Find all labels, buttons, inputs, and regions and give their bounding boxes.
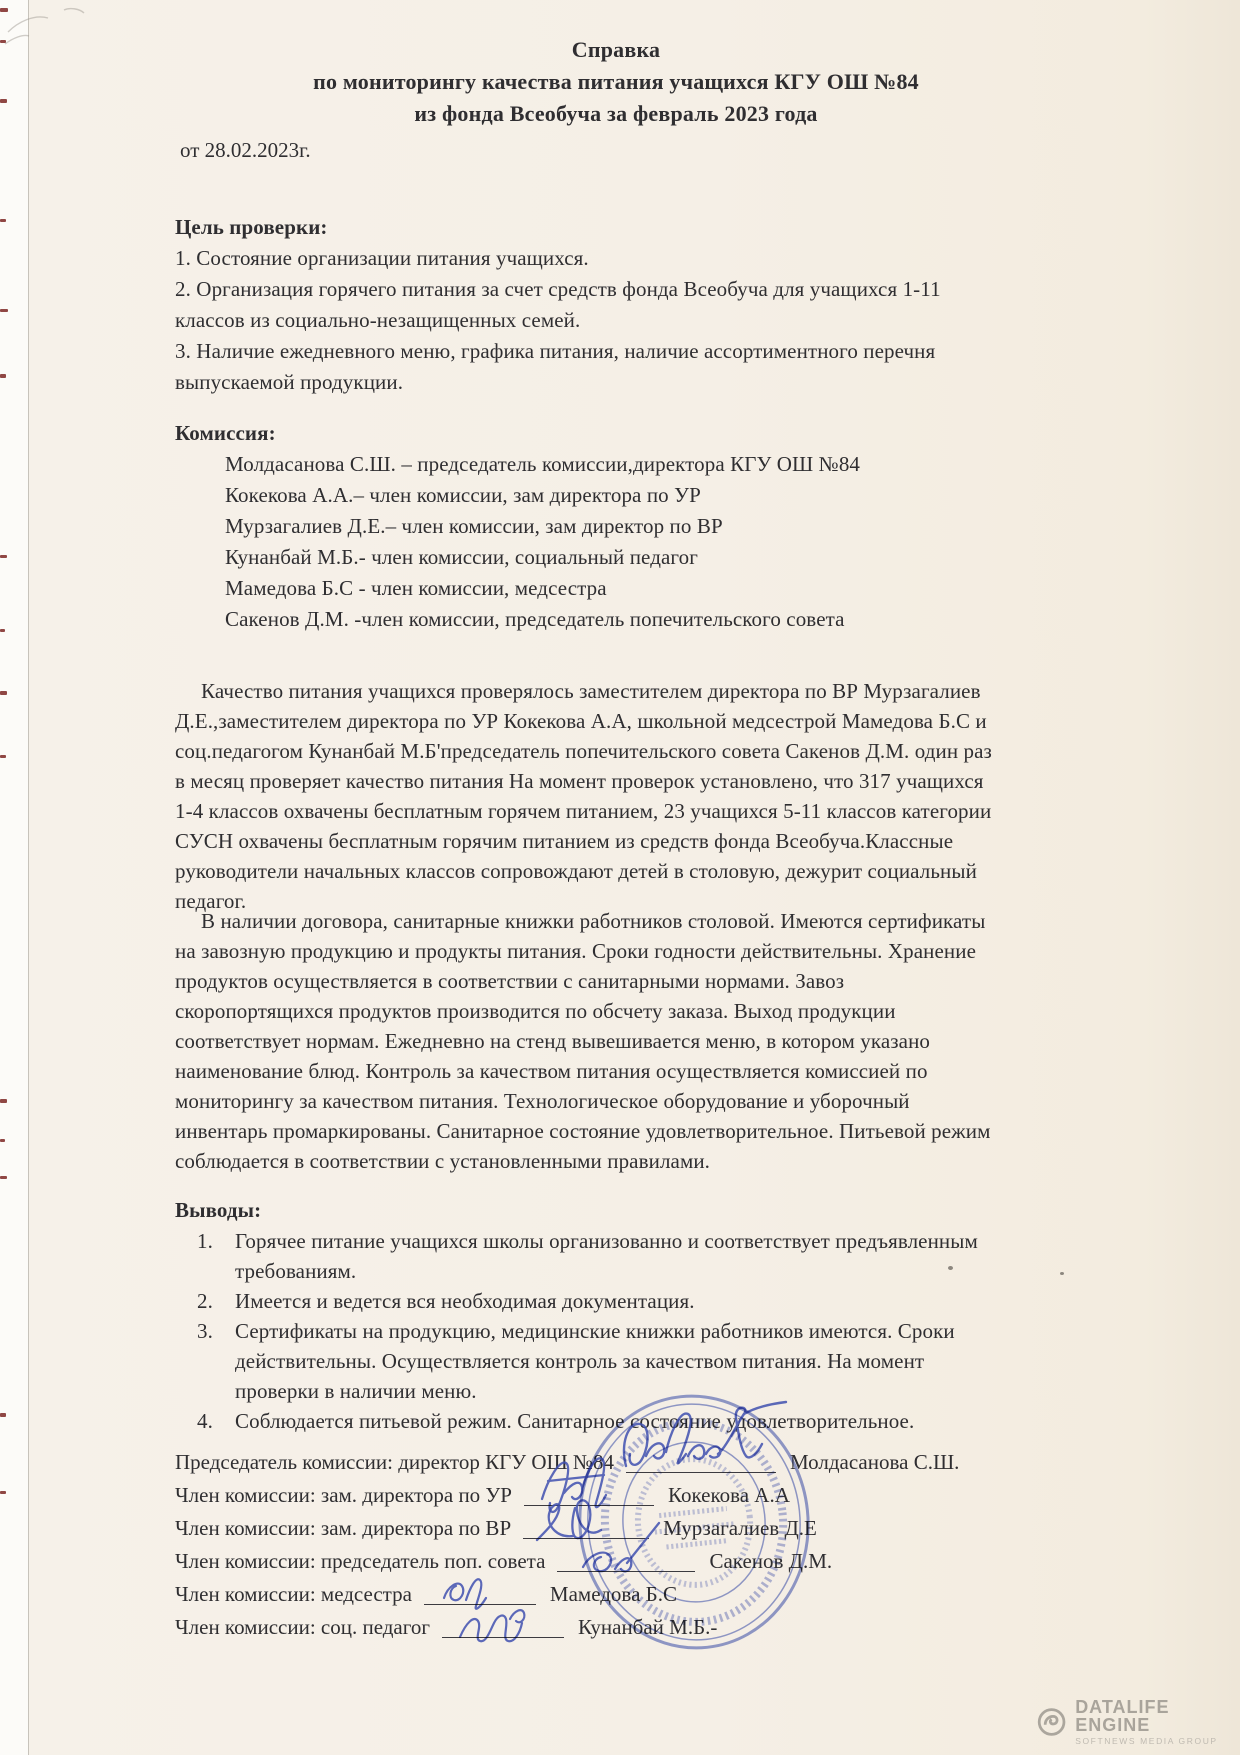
watermark [1036, 1698, 1236, 1746]
scan-mark [0, 555, 7, 558]
commission-list: Молдасанова С.Ш. – председатель комиссии,директора КГУ ОШ №84 Кокекова А.А.– член комиссии, зам директора по УР Мурзагалиев Д.Е.– член комиссии, зам директор по ВР Кунанбай М.Б.- член комиссии, социальный педагог Мамедова Б.С - член комиссии, медсестра Сакенов Д.М. -член комиссии, председатель попечительского совета [225, 452, 861, 631]
watermark-title: DATALIFE ENGINE [1075, 1697, 1170, 1735]
conclusion-text: Имеется и ведется вся необходимая документация. [235, 1289, 695, 1313]
conclusion-number: 3. [197, 1319, 213, 1343]
signee-name: Молдасанова С.Ш. [789, 1450, 960, 1474]
scan-mark [0, 755, 6, 758]
conclusion-number: 2. [197, 1289, 213, 1313]
signature-label: Член комиссии: соц. педагог [175, 1615, 430, 1639]
signature-label: Член комиссии: медсестра [175, 1582, 412, 1606]
signature-label: Член комиссии: зам. директора по УР [175, 1483, 512, 1507]
signature-label: Член комиссии: председатель поп. совета [175, 1549, 546, 1573]
date-line: от 28.02.2023г. [180, 138, 311, 162]
scan-mark [0, 629, 5, 632]
signee-name: Мурзагалиев Д.Е [663, 1516, 817, 1540]
scan-mark [0, 1491, 6, 1494]
body-paragraph-2: В наличии договора, санитарные книжки работников столовой. Имеются сертификаты на завозную продукцию и продукты питания. Сроки годности действительны. Хранение продуктов осуществляется в соответствии с санитарными нормами. Завоз скоропортящихся продуктов производится по обсчету заказа. Выход продукции соответствует нормам. Ежедневно на стенд вывешивается меню, в котором указано наименование блюд. Контроль за качеством питания осуществляется комиссией по мониторингу за качеством питания. Технологическое оборудование и уборочный инвентарь промаркированы. Санитарное состояние удовлетворительное. Питьевой режим соблюдается в соответствии с установленными правилами. [175, 909, 991, 1173]
scan-mark [0, 1176, 7, 1179]
signee-name: Кунанбай М.Б.- [577, 1615, 718, 1639]
signature-row [175, 1516, 959, 1549]
scan-mark [0, 1139, 5, 1142]
scan-mark [0, 8, 8, 12]
signee-name: Мамедова Б.С [549, 1582, 677, 1606]
body-paragraph-1: Качество питания учащихся проверялось заместителем директора по ВР Мурзагалиев Д.Е.,заместителем директора по УР Кокекова А.А, школьной медсестрой Мамедова Б.С и соц.педагогом Кунанбай М.Б'председатель попечительского совета Сакенов Д.М. один раз в месяц проверяет качество питания На момент проверок установлено, что 317 учащихся 1-4 классов охвачены бесплатным горячем питанием, 23 учащихся 5-11 классов категории СУСН охвачены бесплатным горячим питанием из средств фонда Всеобуча.Классные руководители начальных классов сопровождают детей в столовую, дежурит социальный педагог. [175, 679, 992, 913]
commission-section [175, 418, 860, 635]
conclusion-number: 1. [197, 1229, 213, 1253]
signature-row [175, 1483, 959, 1516]
scan-mark [0, 219, 6, 222]
document-title: Справка по мониторингу качества питания учащихся КГУ ОШ №84 из фонда Всеобуча за февраль 2023 года [313, 37, 919, 126]
conclusion-item [175, 1226, 978, 1286]
conclusion-text: Соблюдается питьевой режим. Санитарное состояние удовлетворительное. [235, 1409, 915, 1433]
scan-speck [1060, 1272, 1064, 1275]
signature-row [175, 1450, 959, 1483]
signee-name: Сакенов Д.М. [709, 1549, 833, 1573]
signature-block [175, 1450, 959, 1648]
signature-row [175, 1615, 959, 1648]
scan-mark [0, 1413, 6, 1417]
conclusion-text: Сертификаты на продукцию, медицинские книжки работников имеются. Сроки действительны. Осуществляется контроль за качеством питания. На момент проверки в наличии меню. [235, 1319, 955, 1403]
signature-row [175, 1582, 959, 1615]
watermark-subtitle: SOFTNEWS MEDIA GROUP [1075, 1736, 1218, 1746]
scan-mark [0, 374, 6, 378]
signature-line [424, 1588, 536, 1605]
datalife-logo-icon [1036, 1705, 1067, 1739]
scan-mark [0, 691, 7, 695]
goal-section [175, 212, 941, 398]
conclusions-heading: Выводы: [175, 1198, 262, 1222]
signature-label: Член комиссии: зам. директора по ВР [175, 1516, 512, 1540]
goal-list: 1. Состояние организации питания учащихся. 2. Организация горячего питания за счет средств фонда Всеобуча для учащихся 1-11 классов из социально-незащищенных семей. 3. Наличие ежедневного меню, графика питания, наличие ассортиментного перечня выпускаемой продукции. [175, 246, 941, 394]
conclusion-item [175, 1286, 978, 1316]
signature-label: Председатель комиссии: директор КГУ ОШ №84 [175, 1450, 614, 1474]
conclusion-number: 4. [197, 1409, 213, 1433]
scan-mark [0, 309, 8, 312]
scan-mark [0, 1099, 7, 1103]
official-stamp-icon [572, 1388, 816, 1656]
commission-heading: Комиссия: [175, 421, 276, 445]
signature-line [442, 1621, 564, 1638]
signee-name: Кокекова А.А [667, 1483, 790, 1507]
signature-row [175, 1549, 959, 1582]
conclusion-text: Горячее питание учащихся школы организованно и соответствует предъявленным требованиям. [235, 1229, 978, 1283]
goal-heading: Цель проверки: [175, 215, 328, 239]
